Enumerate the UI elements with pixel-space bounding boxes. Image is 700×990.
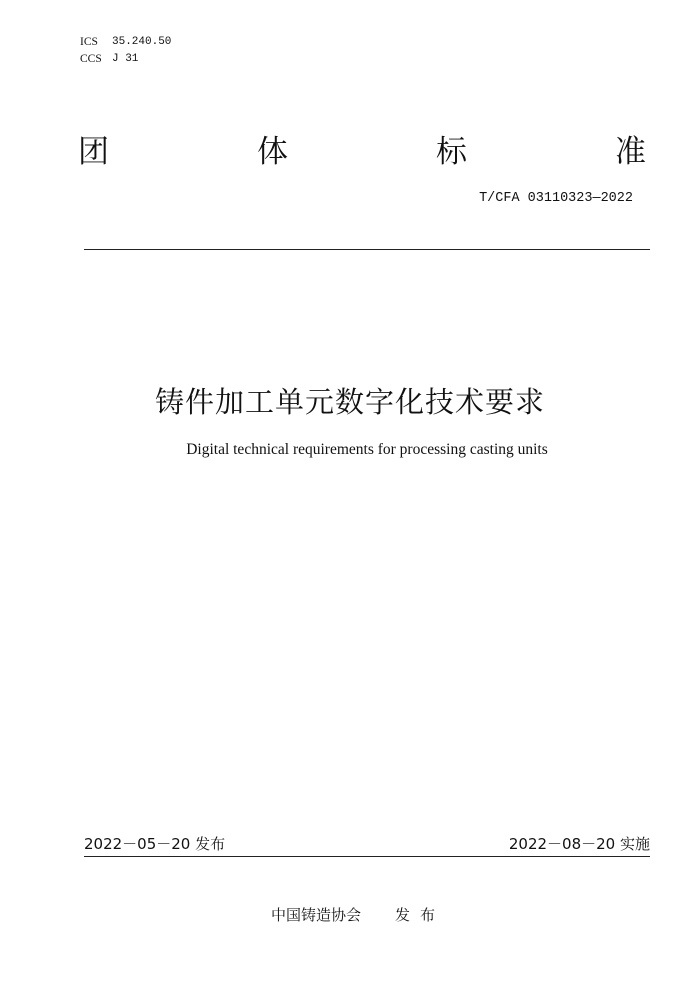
implementation-date: 2022－08－20 实施 [508, 835, 650, 853]
standard-type-heading [78, 132, 646, 172]
ics-value: 35.240.50 [112, 36, 172, 48]
standard-number: T/CFA 03110323—2022 [479, 191, 633, 206]
standard-type-char: 团 [78, 134, 109, 170]
standard-type-char: 准 [615, 134, 646, 170]
publisher-name: 中国铸造协会 [270, 906, 361, 924]
ccs-code [80, 51, 171, 68]
release-date: 2022－05－20 发布 [84, 835, 226, 853]
footer-divider [84, 856, 650, 857]
ccs-value: J 31 [112, 53, 139, 65]
standard-type-char: 标 [436, 134, 467, 170]
publisher-line [0, 904, 700, 925]
dates-row [84, 833, 650, 854]
ccs-label: CCS [80, 53, 102, 65]
publish-label: 发布 [395, 906, 446, 924]
standard-type-char: 体 [257, 134, 288, 170]
header-divider [84, 249, 650, 250]
document-title-chinese: 铸件加工单元数字化技术要求 [154, 385, 545, 419]
classification-codes [80, 34, 171, 68]
ics-label: ICS [80, 36, 98, 48]
document-title-english: Digital technical requirements for processing casting units [186, 441, 548, 458]
ics-code [80, 34, 171, 51]
